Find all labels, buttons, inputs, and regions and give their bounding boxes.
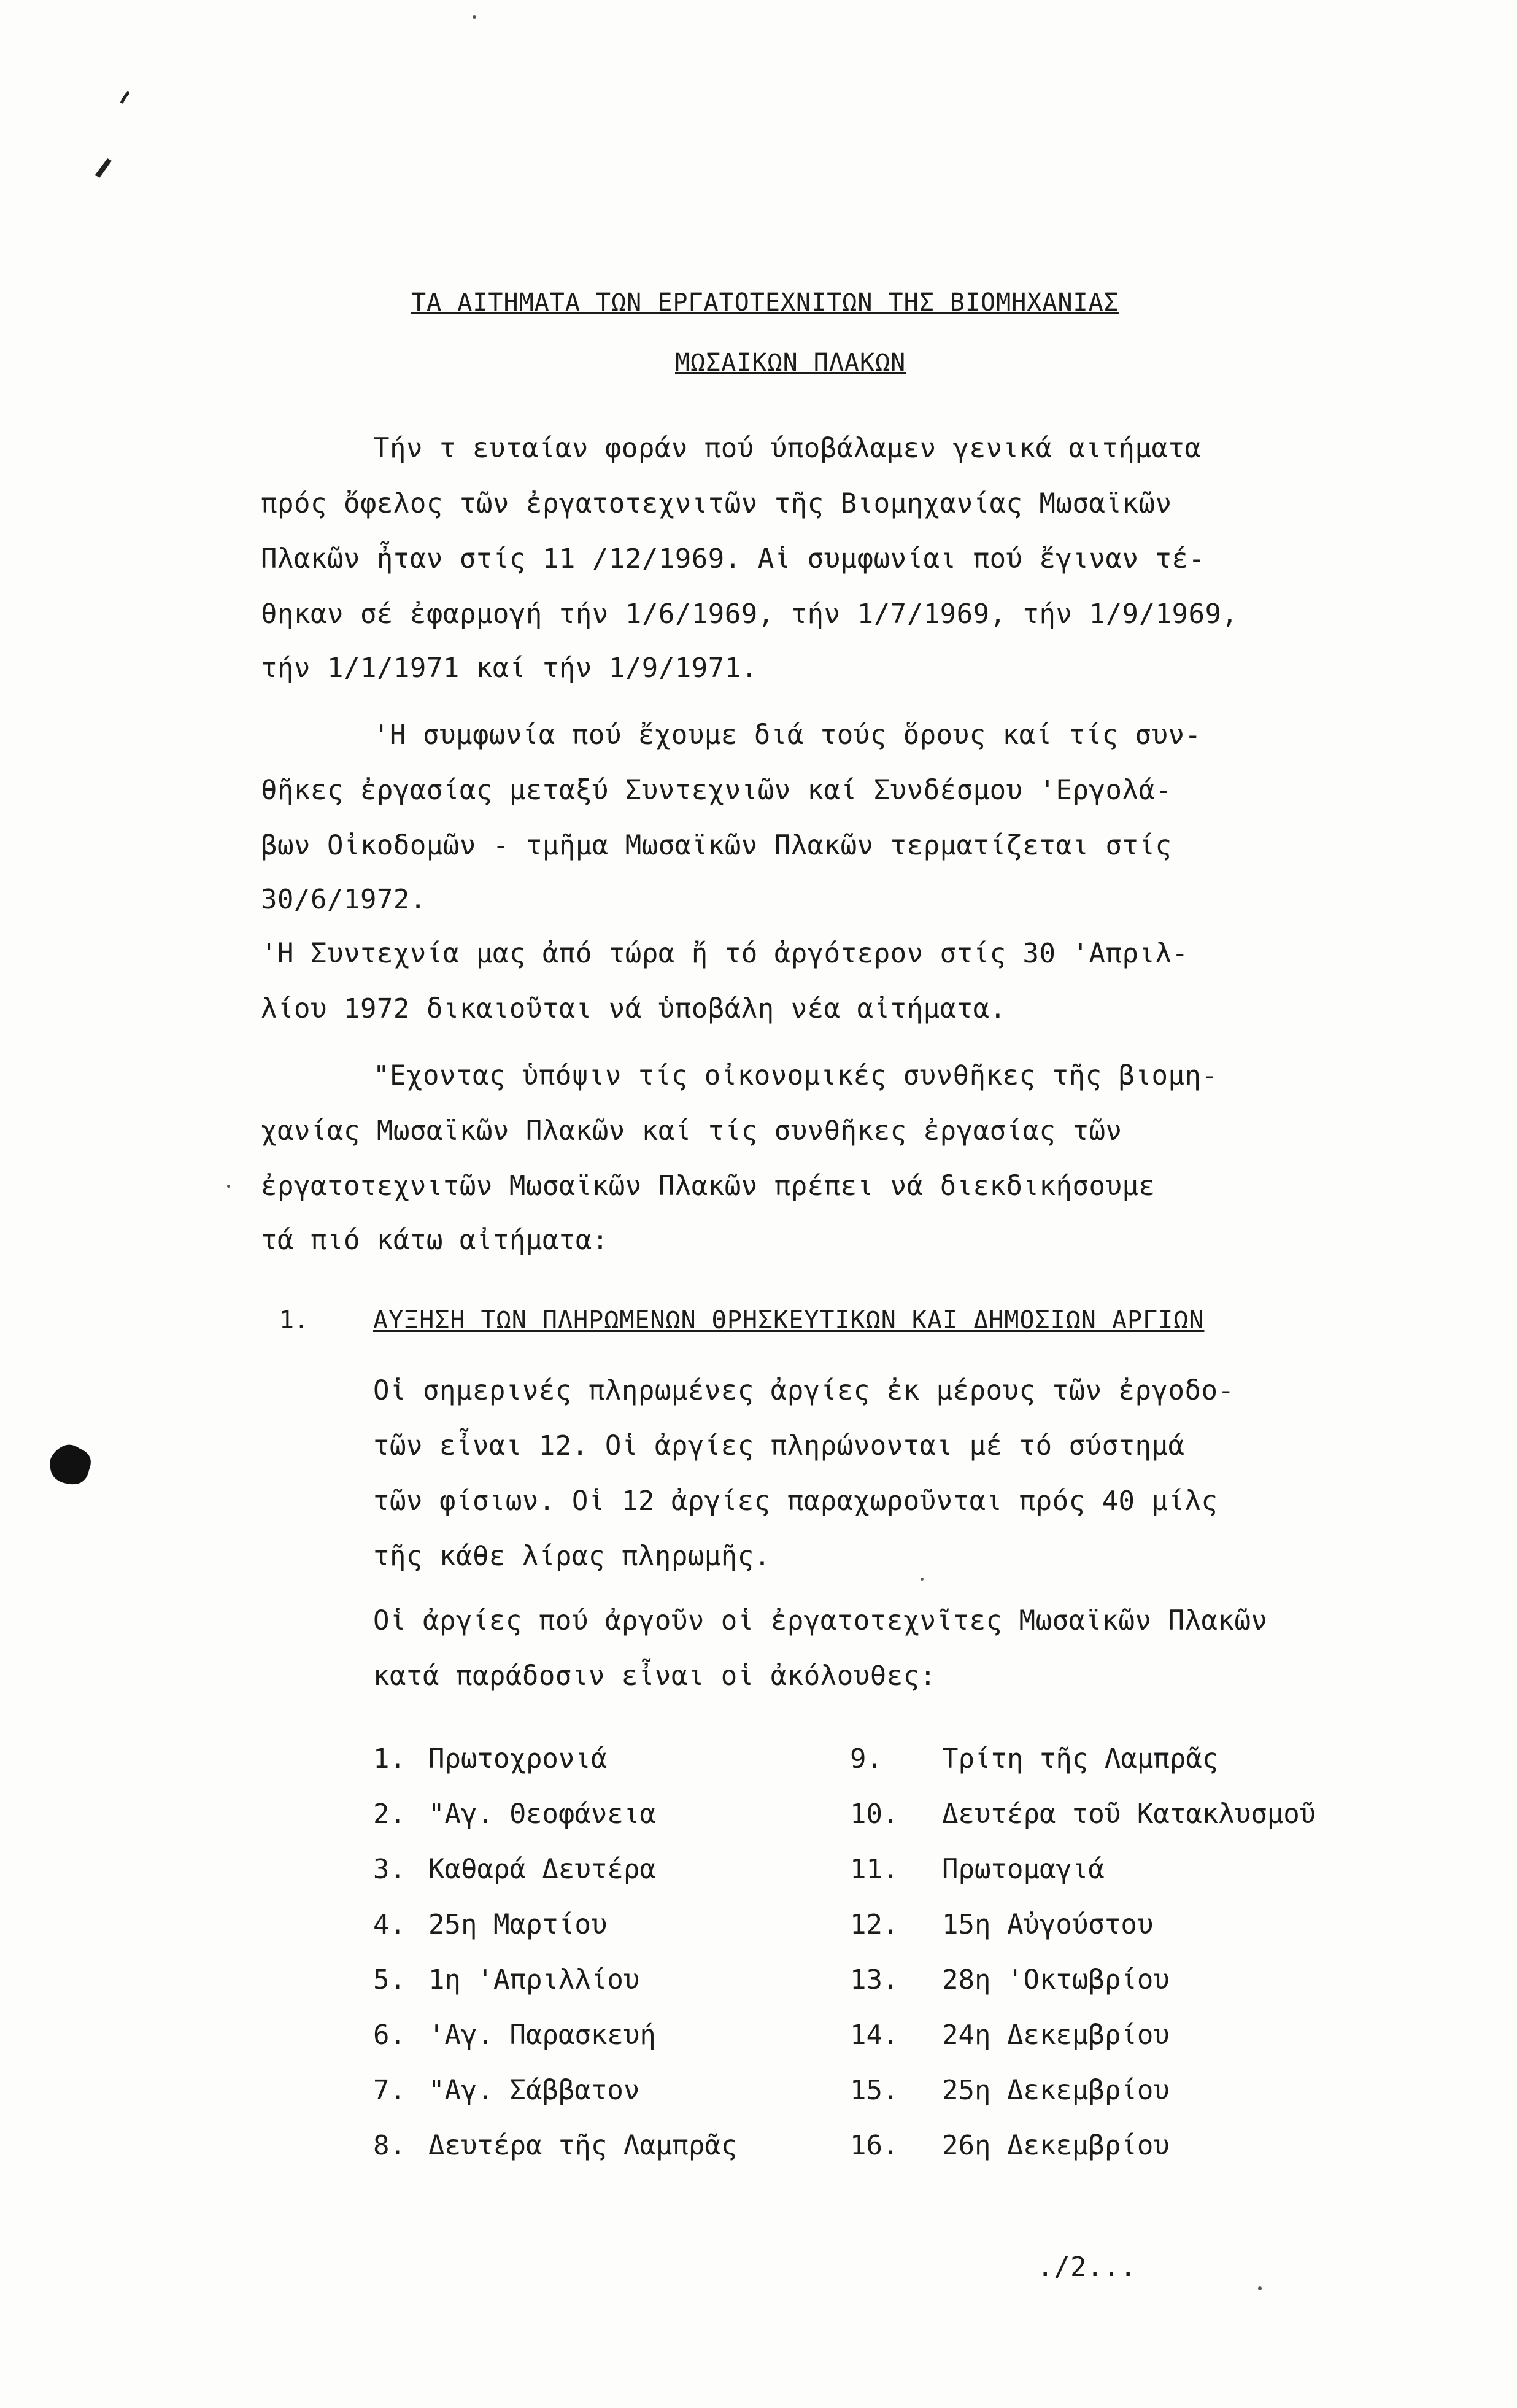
section-number: 1.: [279, 1306, 309, 1334]
pen-mark-icon: [55, 86, 129, 196]
paragraph-line: τῶν φίσιων. Οἱ 12 ἀργίες παραχωροῦνται πρός 40 μίλς: [373, 1485, 1218, 1517]
paragraph-line: Τήν τ ευταίαν φοράν πού ύποβάλαμεν γενικά αιτήματα: [373, 433, 1202, 464]
list-item: 4. 25η Μαρτίου: [373, 1909, 608, 1940]
paragraph-line: χανίας Μωσαϊκῶν Πλακῶν καί τίς συνθῆκες ἐργασίας τῶν: [261, 1115, 1122, 1147]
paragraph-line: τήν 1/1/1971 καί τήν 1/9/1971.: [261, 652, 758, 684]
document-title-line2: ΜΩΣΑΙΚΩΝ ΠΛΑΚΩΝ: [675, 349, 906, 377]
list-item: 9. Τρίτη τῆς Λαμπρᾶς: [850, 1743, 1219, 1775]
list-item: 1. Πρωτοχρονιά: [373, 1743, 608, 1775]
paragraph-line: λίου 1972 δικαιοῦται νά ὑποβάλη νέα αἰτήματα.: [261, 993, 1006, 1024]
section-title: ΑΥΞΗΣΗ ΤΩΝ ΠΛΗΡΩΜΕΝΩΝ ΘΡΗΣΚΕΥΤΙΚΩΝ ΚΑΙ ΔΗΜΟΣΙΩΝ ΑΡΓΙΩΝ: [373, 1306, 1205, 1334]
list-item: 3. Καθαρά Δευτέρα: [373, 1854, 656, 1885]
list-item: 11. Πρωτομαγιά: [850, 1854, 1105, 1885]
list-item: 8. Δευτέρα τῆς Λαμπρᾶς: [373, 2130, 738, 2161]
paragraph-line: ἐργατοτεχνιτῶν Μωσαϊκῶν Πλακῶν πρέπει νά διεκδικήσουμε: [261, 1171, 1156, 1202]
paragraph-line: 30/6/1972.: [261, 884, 427, 915]
page-continuation-marker: ./2...: [1037, 2251, 1137, 2283]
paragraph-line: "Εχοντας ὑπόψιν τίς οἰκονομικές συνθῆκες τῆς βιομη-: [373, 1060, 1218, 1091]
list-item: 12. 15η Αὐγούστου: [850, 1909, 1154, 1940]
list-item: 2. "Αγ. Θεοφάνεια: [373, 1798, 656, 1830]
paragraph-line: πρός ὄφελος τῶν ἐργατοτεχνιτῶν τῆς Βιομηχανίας Μωσαϊκῶν: [261, 488, 1172, 519]
paragraph-line: τῶν εἶναι 12. Οἱ ἀργίες πληρώνονται μέ τό σύστημά: [373, 1430, 1185, 1461]
paragraph-line: τῆς κάθε λίρας πληρωμῆς.: [373, 1541, 771, 1572]
paragraph-line: τά πιό κάτω αἰτήματα:: [261, 1225, 609, 1256]
paragraph-line: 'Η Συντεχνία μας ἀπό τώρα ἤ τό ἀργότερον στίς 30 'Απριλ-: [261, 938, 1189, 969]
paragraph-line: κατά παράδοσιν εἶναι οἱ ἀκόλουθες:: [373, 1660, 936, 1692]
list-item: 7. "Αγ. Σάββατον: [373, 2075, 640, 2106]
list-item: 16. 26η Δεκεμβρίου: [850, 2130, 1170, 2161]
list-item: 15. 25η Δεκεμβρίου: [850, 2075, 1170, 2106]
paragraph-line: Οἱ ἀργίες πού ἀργοῦν οἱ ἐργατοτεχνῖτες Μωσαϊκῶν Πλακῶν: [373, 1605, 1268, 1636]
paragraph-line: 'Η συμφωνία πού ἔχουμε διά τούς ὅρους καί τίς συν-: [373, 719, 1202, 751]
paragraph-line: θῆκες ἐργασίας μεταξύ Συντεχνιῶν καί Συνδέσμου 'Εργολά-: [261, 775, 1172, 806]
list-item: 5. 1η 'Απριλλίου: [373, 1964, 640, 1996]
list-item: 13. 28η 'Οκτωβρίου: [850, 1964, 1170, 1996]
document-title-line1: ΤΑ ΑΙΤΗΜΑΤΑ ΤΩΝ ΕΡΓΑΤΟΤΕΧΝΙΤΩΝ ΤΗΣ ΒΙΟΜΗΧΑΝΙΑΣ: [411, 288, 1119, 317]
paragraph-line: θηκαν σέ ἐφαρμογή τήν 1/6/1969, τήν 1/7/1969, τήν 1/9/1969,: [261, 598, 1238, 630]
ink-blot-icon: [43, 1436, 98, 1492]
list-item: 6. 'Αγ. Παρασκευή: [373, 2019, 656, 2051]
list-item: 10. Δευτέρα τοῦ Κατακλυσμοῦ: [850, 1798, 1316, 1830]
paragraph-line: βων Οἰκοδομῶν - τμῆμα Μωσαϊκῶν Πλακῶν τερματίζεται στίς: [261, 830, 1172, 861]
paragraph-line: Πλακῶν ἦταν στίς 11 /12/1969. Αἱ συμφωνίαι πού ἔγιναν τέ-: [261, 543, 1205, 575]
list-item: 14. 24η Δεκεμβρίου: [850, 2019, 1170, 2051]
paragraph-line: Οἱ σημερινές πληρωμένες ἀργίες ἐκ μέρους τῶν ἐργοδο-: [373, 1375, 1235, 1406]
